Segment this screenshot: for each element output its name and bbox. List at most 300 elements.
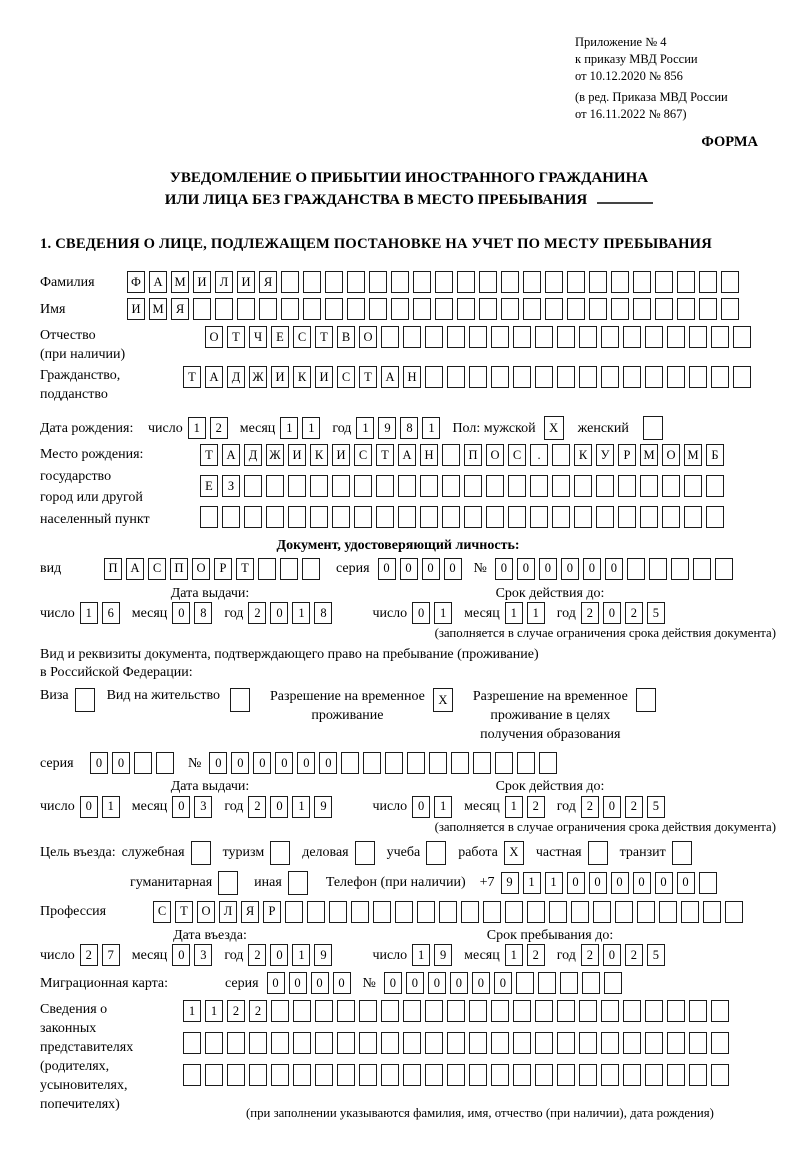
char-cell: 0: [231, 752, 249, 774]
char-cell: [645, 1000, 663, 1022]
char-cell: [535, 326, 553, 348]
char-cell: 1: [356, 417, 374, 439]
residence-permit-label: Вид на жительство: [106, 688, 220, 704]
migration-card-label: Миграционная карта:: [40, 975, 169, 991]
char-cell: [699, 298, 717, 320]
char-cell: 2: [248, 796, 266, 818]
char-cell: 1: [505, 796, 523, 818]
char-cell: [425, 1032, 443, 1054]
sex-male-checkbox: [544, 416, 568, 440]
entry-date: число 2 7 месяц 0 3 год 2 0 1 9: [40, 944, 344, 966]
char-cell: 2: [80, 944, 98, 966]
blank-underline: [597, 189, 653, 204]
char-cell: [469, 1064, 487, 1086]
char-cell: Л: [219, 901, 237, 923]
purpose-official-cells: [191, 841, 215, 865]
char-cell: [501, 298, 519, 320]
char-cell: [557, 1032, 575, 1054]
char-cell: 1: [188, 417, 206, 439]
char-cell: [611, 298, 629, 320]
char-cell: [725, 901, 743, 923]
char-cell: 0: [428, 972, 446, 994]
purpose-tourism: туризм: [223, 841, 295, 865]
char-cell: [545, 298, 563, 320]
stay-until-header: Срок пребывания до:: [486, 927, 614, 943]
char-cell: [403, 1064, 421, 1086]
char-cell: Б: [706, 444, 724, 466]
birthplace-cells-row1: [200, 444, 728, 466]
char-cell: [633, 298, 651, 320]
entry-day-cells: [80, 944, 124, 966]
res-doc-date-headers: [40, 778, 778, 796]
char-cell: [530, 475, 548, 497]
char-cell: О: [662, 444, 680, 466]
birthplace-label: Место рождения: государство город или другой населенный пункт: [40, 447, 150, 527]
id-number-cells: [495, 558, 737, 580]
char-cell: И: [193, 271, 211, 293]
char-cell: [425, 1064, 443, 1086]
citizenship-cells: [183, 366, 755, 388]
char-cell: [457, 271, 475, 293]
citizenship-row: [40, 366, 778, 404]
char-cell: 0: [90, 752, 108, 774]
char-cell: 0: [539, 558, 557, 580]
char-cell: [530, 506, 548, 528]
char-cell: [582, 972, 600, 994]
char-cell: 1: [434, 796, 452, 818]
number-label: №: [188, 755, 202, 771]
char-cell: Р: [263, 901, 281, 923]
form-title-line1: УВЕДОМЛЕНИЕ О ПРИБЫТИИ ИНОСТРАННОГО ГРАЖДАНИНА: [169, 170, 649, 187]
char-cell: [557, 366, 575, 388]
visa-option: [40, 687, 99, 712]
residence-permit-option: [107, 687, 254, 712]
char-cell: Я: [241, 901, 259, 923]
char-cell: [457, 298, 475, 320]
male-checkbox: X: [544, 416, 564, 440]
char-cell: 8: [314, 602, 332, 624]
char-cell: [395, 901, 413, 923]
char-cell: 0: [603, 602, 621, 624]
visa-label: Виза: [40, 688, 69, 704]
char-cell: [376, 506, 394, 528]
char-cell: [689, 1064, 707, 1086]
appendix-line: от 10.12.2020 № 856: [575, 69, 683, 83]
char-cell: 0: [450, 972, 468, 994]
char-cell: [381, 1064, 399, 1086]
char-cell: А: [222, 444, 240, 466]
char-cell: 2: [248, 602, 266, 624]
char-cell: 0: [112, 752, 130, 774]
char-cell: 2: [227, 1000, 245, 1022]
char-cell: [391, 298, 409, 320]
char-cell: [310, 506, 328, 528]
patronymic-label: Отчество (при наличии): [40, 328, 126, 363]
res-issue-month-cells: [172, 796, 216, 818]
char-cell: [486, 475, 504, 497]
char-cell: 0: [561, 558, 579, 580]
char-cell: [249, 1064, 267, 1086]
char-cell: [271, 1000, 289, 1022]
char-cell: [391, 271, 409, 293]
id-issue-day-cells: [80, 602, 124, 624]
birth-year-cells: [356, 417, 444, 439]
char-cell: С: [148, 558, 166, 580]
representatives-note: (при заполнении указываются фамилия, имя, отчество (при наличии), дата рождения): [246, 1106, 714, 1121]
char-cell: 3: [194, 944, 212, 966]
char-cell: С: [337, 366, 355, 388]
char-cell: [435, 298, 453, 320]
char-cell: [508, 475, 526, 497]
char-cell: [733, 366, 751, 388]
char-cell: [381, 326, 399, 348]
char-cell: 0: [297, 752, 315, 774]
char-cell: [337, 1064, 355, 1086]
char-cell: 2: [625, 602, 643, 624]
id-valid-date: число 0 1 месяц 1 1 год 2 0 2 5: [372, 602, 676, 624]
id-valid-note: (заполняется в случае ограничения срока действия документа): [434, 626, 776, 641]
char-cell: 0: [605, 558, 623, 580]
char-cell: [618, 506, 636, 528]
char-cell: [464, 475, 482, 497]
char-cell: [601, 366, 619, 388]
purpose-transit-cells: [672, 841, 696, 865]
sex-female-label: женский: [577, 420, 629, 436]
birthdate-row: [40, 416, 778, 440]
char-cell: М: [684, 444, 702, 466]
surname-cells: [127, 271, 743, 293]
char-cell: С: [293, 326, 311, 348]
char-cell: [677, 298, 695, 320]
char-cell: [403, 1000, 421, 1022]
char-cell: 9: [434, 944, 452, 966]
char-cell: У: [596, 444, 614, 466]
id-doc-header: Документ, удостоверяющий личность:: [276, 538, 520, 554]
char-cell: 0: [444, 558, 462, 580]
char-cell: 3: [194, 796, 212, 818]
char-cell: [473, 752, 491, 774]
char-cell: В: [337, 326, 355, 348]
amendment-line: (в ред. Приказа МВД России: [575, 90, 728, 104]
birth-day-cells: [188, 417, 232, 439]
patronymic-cells: [205, 326, 755, 348]
entry-dates-row: [40, 944, 778, 966]
char-cell: [589, 298, 607, 320]
char-cell: [517, 752, 535, 774]
char-cell: 0: [583, 558, 601, 580]
char-cell: [689, 1032, 707, 1054]
given-name-label: Имя: [40, 301, 66, 317]
char-cell: [200, 506, 218, 528]
char-cell: 1: [302, 417, 320, 439]
char-cell: А: [205, 366, 223, 388]
birthplace-cells-row2: [200, 475, 728, 497]
temp-residence-edu-option: [473, 687, 660, 744]
char-cell: [354, 475, 372, 497]
char-cell: [302, 558, 320, 580]
char-cell: [310, 475, 328, 497]
char-cell: 5: [647, 944, 665, 966]
char-cell: Ч: [249, 326, 267, 348]
section1-heading: 1. СВЕДЕНИЯ О ЛИЦЕ, ПОДЛЕЖАЩЕМ ПОСТАНОВКЕ НА УЧЕТ ПО МЕСТУ ПРЕБЫВАНИЯ: [40, 236, 712, 253]
char-cell: [667, 326, 685, 348]
purpose-tourism-cells: [270, 841, 294, 865]
char-cell: 0: [270, 602, 288, 624]
char-cell: [281, 298, 299, 320]
char-cell: 0: [333, 972, 351, 994]
temp-residence-checkbox: X: [433, 688, 453, 712]
char-cell: [266, 506, 284, 528]
stay-day-cells: [412, 944, 456, 966]
char-cell: Я: [259, 271, 277, 293]
char-cell: Ф: [127, 271, 145, 293]
char-cell: [183, 1032, 201, 1054]
char-cell: Т: [315, 326, 333, 348]
representatives-cell-rows: [183, 1000, 733, 1096]
char-cell: [523, 271, 541, 293]
char-cell: [579, 1064, 597, 1086]
char-cell: [711, 326, 729, 348]
char-cell: [259, 298, 277, 320]
char-cell: [627, 558, 645, 580]
char-cell: [288, 506, 306, 528]
char-cell: [662, 506, 680, 528]
char-cell: [684, 475, 702, 497]
given-name-cells: [127, 298, 743, 320]
char-cell: [589, 271, 607, 293]
char-cell: [667, 1000, 685, 1022]
char-cell: [215, 298, 233, 320]
residence-permit-checkbox-cells: [230, 688, 254, 712]
char-cell: 1: [80, 602, 98, 624]
purpose-transit-checkbox: [672, 841, 692, 865]
issue-date-header: Дата выдачи:: [170, 779, 250, 795]
char-cell: [513, 1032, 531, 1054]
char-cell: [407, 752, 425, 774]
stay-year-cells: [581, 944, 669, 966]
char-cell: [369, 298, 387, 320]
char-cell: [574, 475, 592, 497]
char-cell: [447, 1064, 465, 1086]
char-cell: Т: [175, 901, 193, 923]
char-cell: 2: [249, 1000, 267, 1022]
issue-date-header: Дата выдачи:: [170, 585, 250, 601]
char-cell: 8: [400, 417, 418, 439]
series-label: серия: [225, 975, 259, 991]
char-cell: [227, 1032, 245, 1054]
purpose-official: служебная: [122, 841, 215, 865]
char-cell: [134, 752, 152, 774]
surname-label: Фамилия: [40, 274, 95, 290]
residence-doc-text1: Вид и реквизиты документа, подтверждающего право на пребывание (проживание): [40, 647, 539, 663]
year-label: год: [332, 420, 352, 436]
entry-month-cells: [172, 944, 216, 966]
char-cell: [413, 271, 431, 293]
char-cell: [633, 271, 651, 293]
id-valid-day-cells: [412, 602, 456, 624]
char-cell: [271, 1032, 289, 1054]
char-cell: [483, 901, 501, 923]
char-cell: Н: [403, 366, 421, 388]
representatives-cells-row1: [183, 1000, 733, 1022]
char-cell: 1: [292, 796, 310, 818]
char-cell: [425, 1000, 443, 1022]
phone-label: Телефон (при наличии): [325, 875, 466, 891]
char-cell: [579, 1000, 597, 1022]
char-cell: 0: [270, 796, 288, 818]
surname-row: [40, 271, 778, 293]
birthdate-label: Дата рождения:: [40, 420, 134, 436]
char-cell: [469, 366, 487, 388]
char-cell: [461, 901, 479, 923]
purpose-work: работа X: [458, 841, 528, 865]
char-cell: [332, 506, 350, 528]
char-cell: О: [192, 558, 210, 580]
char-cell: [373, 901, 391, 923]
char-cell: [560, 972, 578, 994]
purpose-other-checkbox: [288, 871, 308, 895]
char-cell: [425, 366, 443, 388]
number-label: №: [473, 561, 487, 577]
char-cell: Т: [200, 444, 218, 466]
char-cell: [604, 972, 622, 994]
temp-residence-edu-checkbox-cells: [636, 688, 660, 712]
char-cell: [527, 901, 545, 923]
char-cell: [513, 326, 531, 348]
char-cell: [420, 475, 438, 497]
char-cell: 9: [378, 417, 396, 439]
char-cell: [491, 1032, 509, 1054]
char-cell: [341, 752, 359, 774]
char-cell: 1: [205, 1000, 223, 1022]
char-cell: М: [149, 298, 167, 320]
char-cell: И: [237, 271, 255, 293]
purpose-row1: [40, 841, 778, 865]
id-valid-year-cells: [581, 602, 669, 624]
res-issue-day-cells: [80, 796, 124, 818]
char-cell: [567, 271, 585, 293]
purpose-row2: [130, 871, 778, 895]
char-cell: [329, 901, 347, 923]
char-cell: [637, 901, 655, 923]
female-checkbox: [643, 416, 663, 440]
char-cell: [417, 901, 435, 923]
char-cell: [347, 271, 365, 293]
char-cell: [721, 271, 739, 293]
char-cell: 9: [314, 796, 332, 818]
stay-until-date: число 1 9 месяц 1 2 год 2 0 2 5: [372, 944, 676, 966]
char-cell: [681, 901, 699, 923]
char-cell: [703, 901, 721, 923]
char-cell: [435, 271, 453, 293]
char-cell: С: [508, 444, 526, 466]
char-cell: [711, 1000, 729, 1022]
char-cell: [227, 1064, 245, 1086]
char-cell: [574, 506, 592, 528]
char-cell: [491, 326, 509, 348]
temp-residence-edu-checkbox: [636, 688, 656, 712]
char-cell: [711, 1064, 729, 1086]
char-cell: 0: [412, 796, 430, 818]
char-cell: [733, 326, 751, 348]
res-series-cells: [90, 752, 178, 774]
char-cell: [293, 1032, 311, 1054]
char-cell: [593, 901, 611, 923]
valid-until-header: Срок действия до:: [495, 585, 605, 601]
char-cell: [354, 506, 372, 528]
char-cell: [447, 366, 465, 388]
char-cell: [442, 475, 460, 497]
char-cell: С: [354, 444, 372, 466]
char-cell: [699, 872, 717, 894]
char-cell: 1: [280, 417, 298, 439]
char-cell: [222, 506, 240, 528]
char-cell: [689, 326, 707, 348]
char-cell: [337, 1000, 355, 1022]
purpose-official-checkbox: [191, 841, 211, 865]
char-cell: [347, 298, 365, 320]
char-cell: 0: [655, 872, 673, 894]
residence-doc-options: [40, 687, 778, 744]
char-cell: Н: [420, 444, 438, 466]
forma-label: ФОРМА: [701, 134, 758, 150]
char-cell: [601, 1000, 619, 1022]
char-cell: 0: [633, 872, 651, 894]
char-cell: [288, 475, 306, 497]
char-cell: 5: [647, 796, 665, 818]
doc-type-label: вид: [40, 561, 62, 577]
char-cell: [645, 1064, 663, 1086]
id-doc-date-headers: [40, 585, 778, 603]
char-cell: А: [398, 444, 416, 466]
char-cell: [271, 1064, 289, 1086]
res-valid-year-cells: [581, 796, 669, 818]
char-cell: 7: [102, 944, 120, 966]
char-cell: [385, 752, 403, 774]
char-cell: [447, 1032, 465, 1054]
char-cell: 2: [210, 417, 228, 439]
char-cell: [205, 1032, 223, 1054]
char-cell: 0: [611, 872, 629, 894]
residence-doc-series-row: [40, 752, 778, 774]
char-cell: [303, 298, 321, 320]
char-cell: [293, 1064, 311, 1086]
birthplace-cell-rows: [200, 444, 728, 537]
char-cell: 0: [172, 796, 190, 818]
char-cell: П: [170, 558, 188, 580]
char-cell: [662, 475, 680, 497]
char-cell: [689, 1000, 707, 1022]
doc-type-cells: [104, 558, 324, 580]
char-cell: 2: [581, 944, 599, 966]
char-cell: 0: [494, 972, 512, 994]
char-cell: 1: [102, 796, 120, 818]
char-cell: [649, 558, 667, 580]
purpose-other: иная: [254, 871, 312, 895]
char-cell: 0: [172, 602, 190, 624]
char-cell: [596, 475, 614, 497]
char-cell: [571, 901, 589, 923]
char-cell: [552, 444, 570, 466]
migration-series-cells: [267, 972, 355, 994]
char-cell: 2: [248, 944, 266, 966]
appendix-reference: [575, 34, 778, 123]
char-cell: М: [171, 271, 189, 293]
temp-residence-option: [270, 687, 457, 725]
char-cell: [655, 271, 673, 293]
char-cell: [611, 271, 629, 293]
purpose-business: деловая: [302, 841, 378, 865]
